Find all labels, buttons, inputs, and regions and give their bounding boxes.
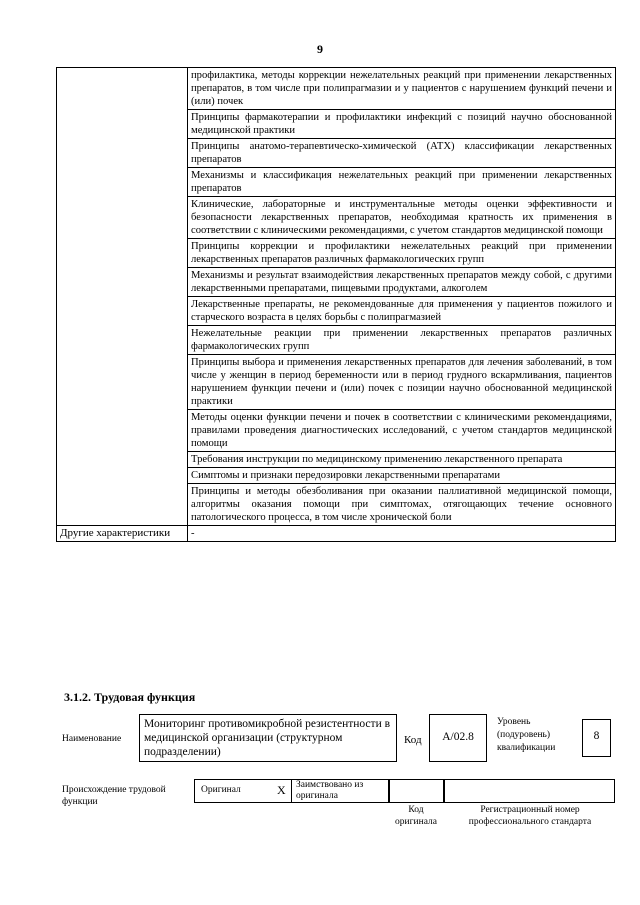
function-name-box (139, 714, 397, 762)
borrowed-label: Заимствовано из оригинала (296, 780, 364, 801)
code-label: Код (404, 734, 422, 746)
knowledge-item: Принципы анатомо-терапевтическо-химической (АТХ) классификации лекарственных препаратов (188, 139, 616, 168)
knowledge-item: Симптомы и признаки передозировки лекарственными препаратами (188, 468, 616, 484)
other-characteristics-row (57, 526, 616, 542)
function-name-value: Мониторинг противомикробной резистентности в медицинской организации (структурном подразделении) (144, 718, 391, 758)
knowledge-item: Принципы выбора и применения лекарственных препаратов для лечения заболеваний, в том числе у женщин в период беременности или в период грудного вскармливания, пациентов нарушением функции печени и (или) почек с позиции научно обоснованной медицинской практики (188, 355, 616, 410)
code-box (429, 714, 487, 762)
origin-divider (291, 779, 292, 803)
knowledge-item: профилактика, методы коррекции нежелательных реакций при применении лекарственных препаратов, в том числе при полипрагмазии и у пациентов с нарушением функций печени и (или) почек (188, 68, 616, 110)
knowledge-item: Лекарственные препараты, не рекомендованные для применения у пациентов пожилого и старческого возраста в целях борьбы с полипрагмазией (188, 297, 616, 326)
page-number: 9 (317, 42, 323, 56)
knowledge-item: Принципы и методы обезболивания при оказании паллиативной медицинской помощи, алгоритмы оказания помощи при симптомах, отягощающих течение основного патологического процесса, в том числе хронической боли (188, 484, 616, 526)
other-label: Другие характеристики (57, 526, 188, 542)
knowledge-item: Механизмы и классификация нежелательных реакций при применении лекарственных препаратов (188, 168, 616, 197)
original-mark: X (277, 783, 286, 797)
code-original-label: Код оригинала (395, 805, 437, 827)
origin-label: Происхождение трудовой функции (62, 785, 166, 807)
knowledge-item: Нежелательные реакции при применении лекарственных препаратов различных фармакологических групп (188, 326, 616, 355)
knowledge-item: Принципы фармакотерапии и профилактики инфекций с позиций научно обоснованной медицинской практики (188, 110, 616, 139)
table-row (57, 68, 616, 110)
left-empty-cell (57, 68, 188, 526)
original-label: Оригинал (201, 785, 241, 795)
origin-code-cell (388, 779, 445, 803)
level-box (582, 719, 611, 757)
knowledge-item: Методы оценки функции печени и почек в соответствии с клиническими рекомендациями, правилами проведения диагностических исследований, с учетом стандартов медицинской помощи (188, 410, 616, 452)
origin-reg-cell (443, 779, 615, 803)
level-value: 8 (593, 730, 600, 742)
knowledge-item: Механизмы и результат взаимодействия лекарственных препаратов между собой, с другими лекарственными препаратами, пищевыми продуктами, алкоголем (188, 268, 616, 297)
level-label: Уровень (подуровень) квалификации (497, 717, 556, 753)
knowledge-item: Требования инструкции по медицинскому применению лекарственного препарата (188, 452, 616, 468)
knowledge-item: Клинические, лабораторные и инструментальные методы оценки эффективности и безопасности лекарственных препаратов, необходимая кратность их применения в соответствии с клиническими рекомендациями, с учетом стандартов медицинской помощи (188, 197, 616, 239)
knowledge-item: Принципы коррекции и профилактики нежелательных реакций при применении лекарственных препаратов различных фармакологических групп (188, 239, 616, 268)
section-title: 3.1.2. Трудовая функция (64, 690, 196, 704)
other-value: - (188, 526, 616, 542)
code-value: A/02.8 (442, 731, 474, 743)
name-label: Наименование (62, 734, 122, 744)
reg-number-label: Регистрационный номер профессионального стандарта (468, 805, 592, 827)
knowledge-table (56, 67, 616, 542)
